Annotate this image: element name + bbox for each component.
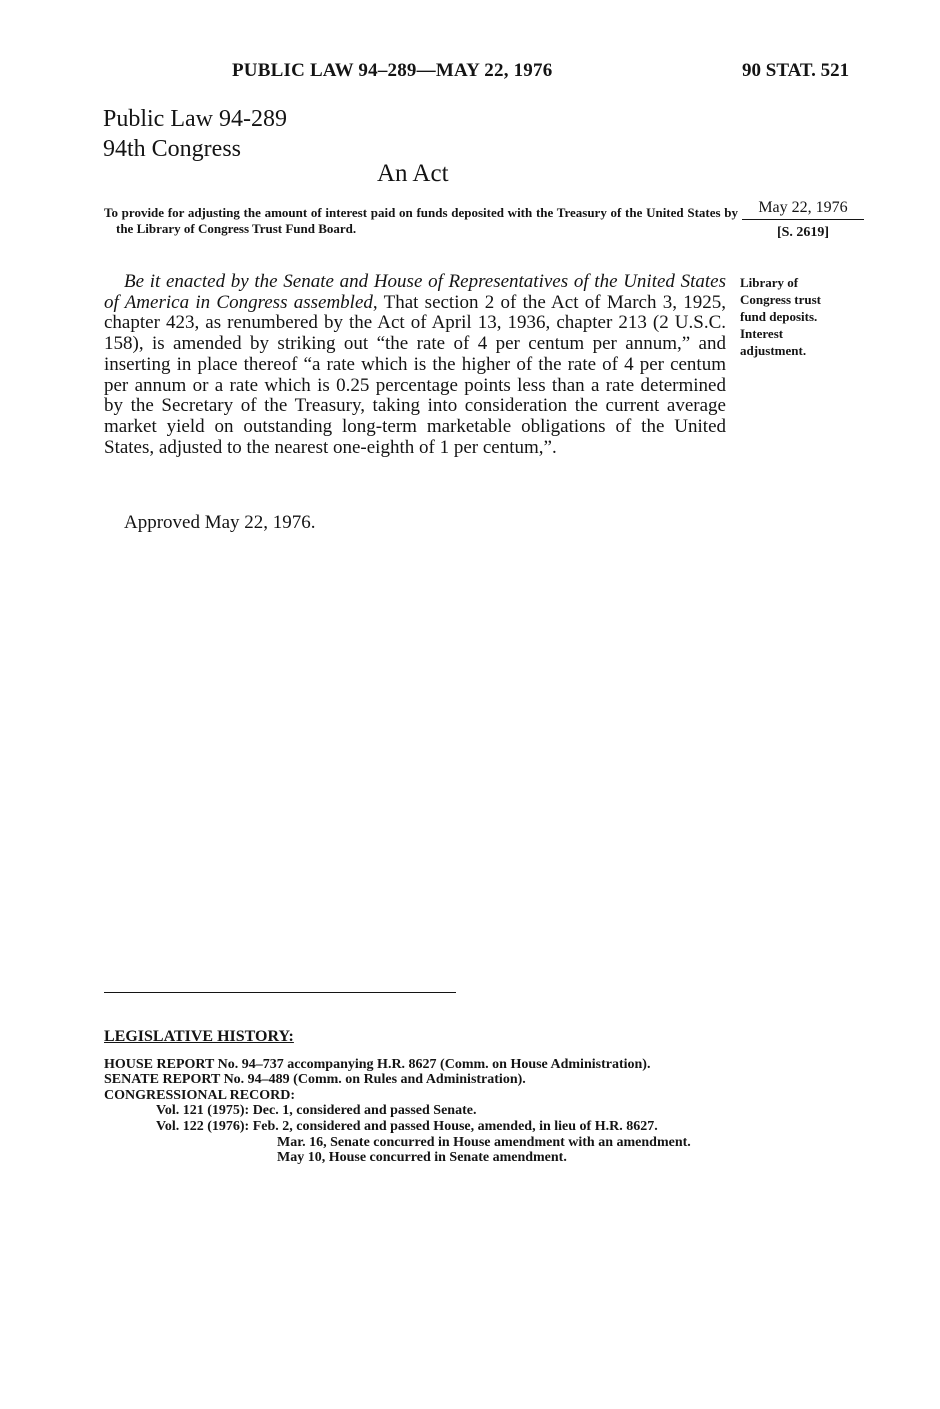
legislative-history-heading: LEGISLATIVE HISTORY: [104, 1028, 294, 1045]
purpose-statement: To provide for adjusting the amount of interest paid on funds deposited with the Treasury of the United States by the Library of Congress Trust Fund Board. [104, 205, 738, 236]
approval-line: Approved May 22, 1976. [124, 512, 316, 533]
record-volume-121: Vol. 121 (1975): Dec. 1, considered and passed Senate. [156, 1103, 477, 1119]
senate-report: SENATE REPORT No. 94–489 (Comm. on Rules and Administration). [104, 1072, 526, 1088]
act-title: An Act [377, 160, 449, 187]
stat-page-number: 90 STAT. 521 [742, 60, 850, 81]
law-designation [103, 104, 287, 164]
record-entry-may10: May 10, House concurred in Senate amendment. [277, 1150, 567, 1166]
legislative-history [104, 1029, 728, 1166]
public-law-number: Public Law 94-289 [103, 106, 287, 132]
record-entry-mar16: Mar. 16, Senate concurred in House amendment with an amendment. [277, 1134, 691, 1150]
bill-number: [S. 2619] [776, 225, 830, 240]
congressional-record-heading: CONGRESSIONAL RECORD: [104, 1087, 295, 1103]
margin-note-line: Congress trust [740, 292, 822, 307]
margin-date-block [742, 199, 864, 241]
margin-note-line: Interest [740, 326, 784, 341]
margin-note-line: adjustment. [740, 343, 807, 358]
margin-note [740, 274, 850, 359]
act-body [104, 272, 726, 458]
record-volume-122: Vol. 122 (1976): Feb. 2, considered and passed House, amended, in lieu of H.R. 8627. [156, 1118, 658, 1134]
footnote-divider [104, 992, 456, 993]
running-head: PUBLIC LAW 94–289—MAY 22, 1976 [232, 60, 553, 81]
margin-date: May 22, 1976 [742, 199, 864, 220]
enacting-clause: Be it enacted by the Senate and House of Representatives of the United States of America in Congress assembled [104, 271, 726, 313]
margin-note-line: Library of [740, 275, 799, 290]
margin-note-line: fund deposits. [740, 309, 818, 324]
house-report: HOUSE REPORT No. 94–737 accompanying H.R. 8627 (Comm. on House Administration). [104, 1056, 651, 1072]
act-body-text: , That section 2 of the Act of March 3, 1925, chapter 423, as renumbered by the Act of April 13, 1936, chapter 213 (2 U.S.C. 158), is amended by striking out “the rate of 4 per centum per annum,” and inserting in place thereof “a rate which is the higher of the rate of 4 per centum per annum or a rate which is 0.25 percentage points less than a rate determined by the Secretary of the Treasury, taking into consideration the current average market yield on outstanding long-term marketable obligations of the United States, adjusted to the nearest one-eighth of 1 per centum,”. [104, 291, 726, 458]
congress-number: 94th Congress [103, 136, 241, 162]
